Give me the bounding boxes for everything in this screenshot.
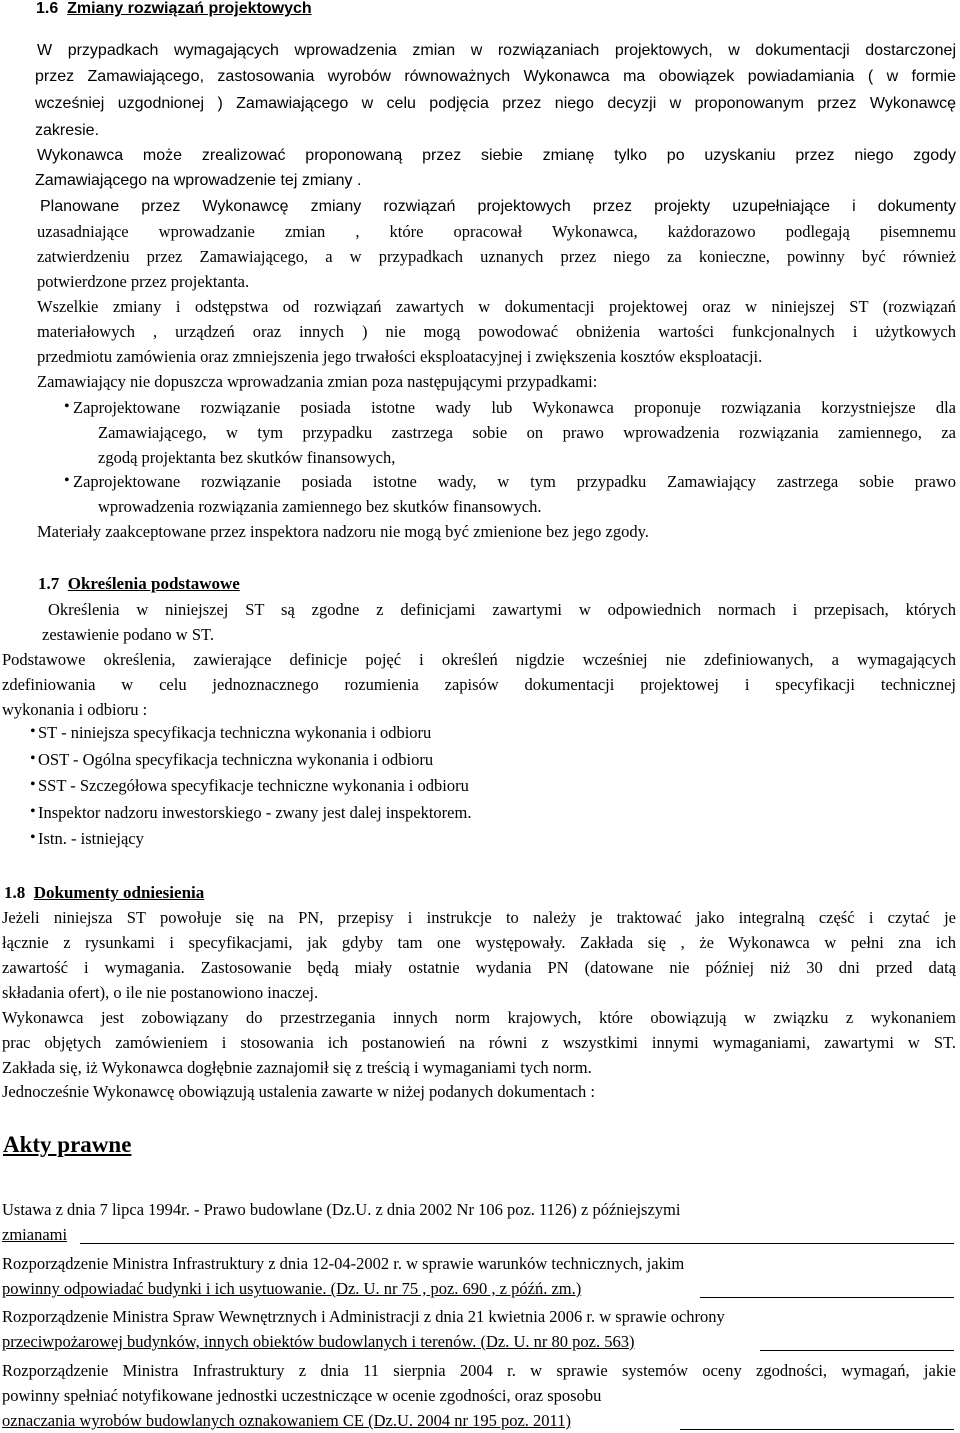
legal-act-line: Rozporządzenie Ministra Infrastruktury z dnia 12-04-2002 r. w sprawie warunków technicznych, jakim — [2, 1254, 685, 1273]
section-heading-1-7 — [38, 574, 240, 594]
paragraph-line: zdefiniowania w celu jednoznacznego rozumienia zapisów dokumentacji projektowej i specyfikacji technicznej — [2, 675, 956, 694]
paragraph-line: Wykonawca może zrealizować proponowaną przez siebie zmianę tylko po uzyskaniu przez niego zgody — [37, 147, 956, 164]
legal-heading: Akty prawne — [3, 1132, 132, 1157]
paragraph-line: zakresie. — [35, 122, 100, 139]
legal-act-line: oznaczania wyrobów budowlanych oznakowaniem CE (Dz.U. 2004 nr 195 poz. 2011) — [2, 1411, 571, 1430]
definition-item: Istn. - istniejący — [38, 829, 144, 848]
bullet-line: Zamawiającego, w tym przypadku zastrzega sobie on prawo wprowadzenia rozwiązania zamiennego, za — [98, 423, 956, 442]
section-number: 1.8 — [4, 883, 26, 902]
bullet-line: wprowadzenia rozwiązania zamiennego bez skutków finansowych. — [98, 497, 542, 516]
paragraph-line: Jeżeli niniejsza ST powołuje się na PN, przepisy i instrukcje to należy je traktować jako integralną część i czytać je — [2, 908, 956, 927]
definition-item: ST - niniejsza specyfikacja techniczna wykonania i odbioru — [38, 723, 432, 742]
legal-act-line: Rozporządzenie Ministra Infrastruktury z dnia 11 sierpnia 2004 r. w sprawie systemów oceny zgodności, wymagań, jakie — [2, 1361, 956, 1380]
bullet-dot: • — [30, 723, 36, 740]
legal-act-line: Rozporządzenie Ministra Spraw Wewnętrznych i Administracji z dnia 21 kwietnia 2006 r. w sprawie ochrony — [2, 1307, 725, 1326]
bullet-dot: • — [30, 829, 36, 846]
paragraph-line: wcześniej uzgodnionej ) Zamawiającego w celu podjęcia przez niego decyzji w proponowanym przez Wykonawcę — [35, 95, 956, 112]
paragraph-line: Podstawowe określenia, zawierające definicje pojęć i określeń nigdzie wcześniej nie zdefiniowanych, a wymagających — [2, 650, 956, 669]
paragraph-line: materiałowych , urządzeń oraz innych ) nie mogą powodować obniżenia wartości funkcjonalnych i użytkowych — [37, 322, 956, 341]
legal-act-line: zmianami — [2, 1225, 68, 1244]
paragraph-line: zawartość i wymagania. Zastosowanie będą miały ostatnie wydania PN (datowane nie później niż 30 dni przed datą — [2, 958, 956, 977]
legal-act-line: powinny spełniać notyfikowane jednostki uczestniczące w ocenie zgodności, oraz sposobu — [2, 1386, 602, 1405]
paragraph-line: Określenia w niniejszej ST są zgodne z definicjami zawartymi w odpowiednich normach i przepisach, których — [48, 600, 956, 619]
paragraph-line: Jednocześnie Wykonawcę obowiązują ustalenia zawarte w niżej podanych dokumentach : — [2, 1082, 595, 1101]
bullet-dot: • — [64, 472, 70, 489]
paragraph-line: wykonania i odbioru : — [2, 700, 148, 719]
paragraph-line: przedmiotu zamówienia oraz zmniejszenia jego trwałości eksploatacyjnej i zwiększenia kosztów eksploatacji. — [37, 347, 763, 366]
bullet-line: zgodą projektanta bez skutków finansowych, — [98, 448, 396, 467]
paragraph-line: W przypadkach wymagających wprowadzenia zmian w rozwiązaniach projektowych, w dokumentacji dostarczonej — [37, 42, 956, 59]
fill-line — [680, 1429, 954, 1430]
paragraph-line: zatwierdzeniu przez Zamawiającego, a w przypadkach uznanych przez niego za konieczne, powinny być również — [37, 247, 956, 266]
legal-act-line: przeciwpożarowej budynków, innych obiektów budowlanych i terenów. (Dz. U. nr 80 poz. 563) — [2, 1332, 635, 1351]
bullet-line: Zaprojektowane rozwiązanie posiada istotne wady, w tym przypadku Zamawiający zastrzega sobie prawo — [73, 472, 956, 491]
legal-act-line: powinny odpowiadać budynki i ich usytuowanie. (Dz. U. nr 75 , poz. 690 , z późń. zm.) — [2, 1279, 582, 1298]
section-title: Dokumenty odniesienia — [33, 883, 205, 902]
fill-line — [760, 1350, 954, 1351]
paragraph-line: przez Zamawiającego, zastosowania wyrobów równoważnych Wykonawca ma obowiązek powiadamiania ( w formie — [35, 68, 956, 85]
section-title: Określenia podstawowe — [67, 574, 240, 593]
paragraph-line: Zamawiającego na wprowadzenie tej zmiany . — [35, 172, 362, 189]
paragraph-line: składania ofert), o ile nie postanowiono inaczej. — [2, 983, 319, 1002]
paragraph-line: zestawienie podano w ST. — [42, 625, 214, 644]
bullet-dot: • — [30, 750, 36, 767]
paragraph-line: Materiały zaakceptowane przez inspektora nadzoru nie mogą być zmienione bez jego zgody. — [37, 522, 649, 541]
legal-act-line: Ustawa z dnia 7 lipca 1994r. - Prawo budowlane (Dz.U. z dnia 2002 Nr 106 poz. 1126) z późniejszymi — [2, 1200, 681, 1219]
bullet-line: Zaprojektowane rozwiązanie posiada istotne wady lub Wykonawca proponuje rozwiązania korzystniejsze dla — [73, 398, 956, 417]
paragraph-line: Zamawiający nie dopuszcza wprowadzania zmian poza następującymi przypadkami: — [37, 372, 598, 391]
fill-line — [80, 1243, 954, 1244]
section-heading-1-6 — [36, 0, 312, 18]
paragraph-line: łącznie z rysunkami i specyfikacjami, jak gdyby tam one występowały. Zakłada się , że Wykonawca w pełni zna ich — [2, 933, 956, 952]
definition-item: Inspektor nadzoru inwestorskiego - zwany jest dalej inspektorem. — [38, 803, 472, 822]
paragraph-line: Zakłada się, iż Wykonawca dogłębnie zaznajomił się z treścią i wymaganiami tych norm. — [2, 1058, 592, 1077]
paragraph-line: Wszelkie zmiany i odstępstwa od rozwiązań zawartych w dokumentacji projektowej oraz w niniejszej ST (rozwiązań — [37, 297, 956, 316]
bullet-dot: • — [30, 776, 36, 793]
paragraph-line: Wykonawca jest zobowiązany do przestrzegania innych norm krajowych, które obowiązują w związku z wykonaniem — [2, 1008, 956, 1027]
definition-item: OST - Ogólna specyfikacja techniczna wykonania i odbioru — [38, 750, 434, 769]
section-number: 1.7 — [38, 574, 60, 593]
paragraph-line: uzasadniające wprowadzanie zmian , które opracował Wykonawca, każdorazowo podlegają pisemnemu — [37, 222, 956, 241]
paragraph-line: Planowane przez Wykonawcę zmiany rozwiązań projektowych przez projekty uzupełniające i dokumenty — [40, 198, 956, 215]
bullet-dot: • — [30, 803, 36, 820]
bullet-dot: • — [64, 398, 70, 415]
section-number: 1.6 — [36, 0, 59, 17]
paragraph-line: potwierdzone przez projektanta. — [37, 272, 250, 291]
definition-item: SST - Szczegółowa specyfikacje techniczne wykonania i odbioru — [38, 776, 469, 795]
paragraph-line: prac objętych zamówieniem i stosowania ich postanowień na równi z wszystkimi innymi wymaganiami, zawartymi w ST. — [2, 1033, 956, 1052]
fill-line — [700, 1297, 954, 1298]
section-heading-1-8 — [4, 883, 204, 903]
section-title: Zmiany rozwiązań projektowych — [67, 0, 312, 17]
